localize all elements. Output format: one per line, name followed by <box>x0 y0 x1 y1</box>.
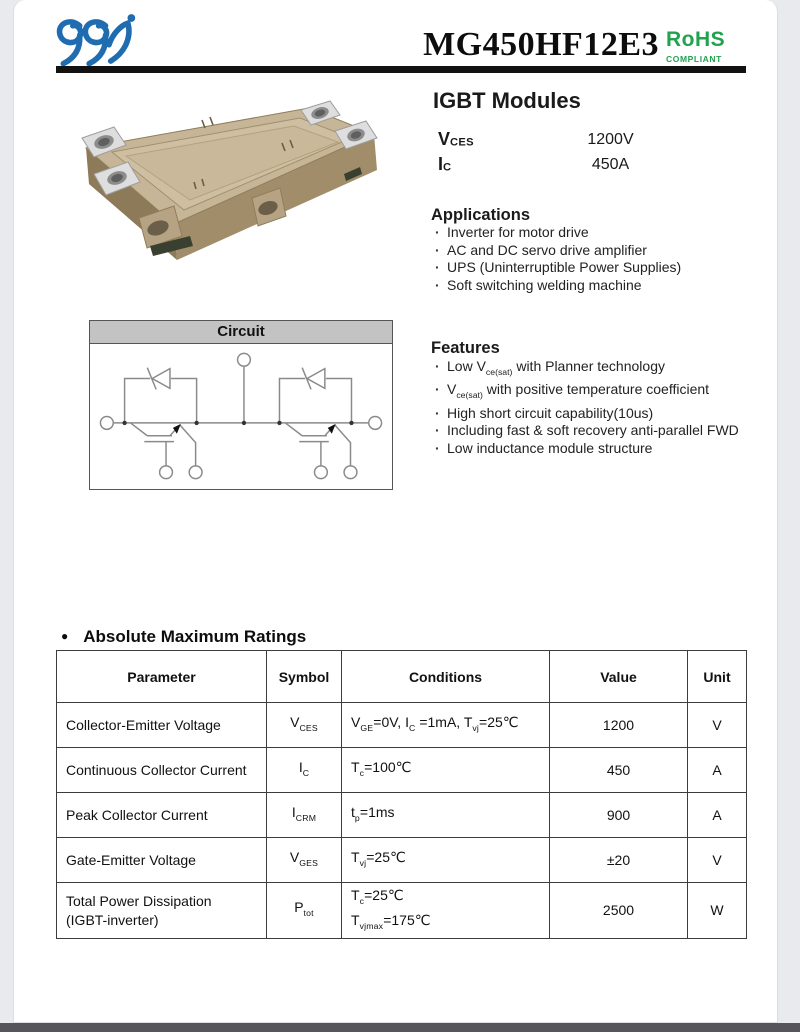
product-family-title: IGBT Modules <box>433 88 581 113</box>
application-item: · AC and DC servo drive amplifier <box>434 242 744 260</box>
cell-conditions: $T_c=100℃$ <box>342 748 550 793</box>
rohs-badge <box>666 29 750 69</box>
rohs-compliant-label: COMPLIANT <box>666 54 722 64</box>
cell-symbol: $P_{tot}$ <box>267 883 342 939</box>
cell-symbol: $V_{CES}$ <box>267 703 342 748</box>
col-header-parameter: Parameter <box>57 651 267 703</box>
datasheet-page <box>13 0 778 1023</box>
cell-value: 900 <box>550 793 688 838</box>
spec-value: 450A <box>591 155 630 173</box>
ratings-table <box>56 650 747 939</box>
cell-symbol: $I_C$ <box>267 748 342 793</box>
feature-item: · Including fast & soft recovery anti-parallel FWD <box>434 422 754 440</box>
cell-value: 450 <box>550 748 688 793</box>
feature-item: · Low inductance module structure <box>434 440 754 458</box>
col-header-unit: Unit <box>688 651 747 703</box>
cell-unit: A <box>688 793 747 838</box>
cell-conditions: $T_c=25℃$ $T_{vjmax}=175℃$ <box>342 883 550 939</box>
ratings-section-title: ● Absolute Maximum Ratings <box>61 627 306 647</box>
application-item: · Inverter for motor drive <box>434 224 744 242</box>
applications-title: Applications <box>431 206 531 224</box>
circuit-schematic <box>90 344 392 490</box>
cell-unit: A <box>688 748 747 793</box>
table-row <box>57 748 747 793</box>
circuit-title: Circuit <box>90 321 392 344</box>
cell-value: 1200 <box>550 703 688 748</box>
cell-conditions: $t_p=1ms$ <box>342 793 550 838</box>
cell-parameter: Collector-Emitter Voltage <box>57 703 267 748</box>
features-list <box>434 358 754 458</box>
key-spec-row <box>438 127 738 152</box>
applications-list <box>434 224 744 294</box>
application-item: · Soft switching welding machine <box>434 277 744 295</box>
brand-logo-icon <box>52 12 147 74</box>
table-row <box>57 838 747 883</box>
cell-unit: V <box>688 703 747 748</box>
cell-value: ±20 <box>550 838 688 883</box>
application-item: · UPS (Uninterruptible Power Supplies) <box>434 259 744 277</box>
spec-symbol: $V_{CES}$ <box>438 129 474 149</box>
spec-value: 1200V <box>587 130 634 148</box>
cell-unit: W <box>688 883 747 939</box>
table-header-row <box>57 651 747 703</box>
table-row <box>57 793 747 838</box>
cell-symbol: $I_{CRM}$ <box>267 793 342 838</box>
cell-parameter: Total Power Dissipation (IGBT-inverter) <box>57 883 267 939</box>
circuit-diagram-box <box>89 320 393 490</box>
cell-value: 2500 <box>550 883 688 939</box>
feature-item: · $V_{ce(sat)}$ with positive temperature coefficient <box>434 381 754 404</box>
cell-conditions: $V_{GE}=0V$, $I_C =1mA$, $T_{vj}=25℃$ <box>342 703 550 748</box>
part-number-title: MG450HF12E3 <box>423 26 659 63</box>
cell-symbol: $V_{GES}$ <box>267 838 342 883</box>
cell-parameter: Continuous Collector Current <box>57 748 267 793</box>
key-spec-row <box>438 152 738 177</box>
cell-conditions: $T_{vj}=25℃$ <box>342 838 550 883</box>
table-row <box>57 883 747 939</box>
key-spec-list <box>438 127 738 177</box>
cell-unit: V <box>688 838 747 883</box>
table-row <box>57 703 747 748</box>
features-title: Features <box>431 339 500 357</box>
viewer-bottom-bar <box>0 1023 800 1032</box>
col-header-conditions: Conditions <box>342 651 550 703</box>
feature-item: · Low $V_{ce(sat)}$ with Planner technology <box>434 358 754 381</box>
col-header-value: Value <box>550 651 688 703</box>
col-header-symbol: Symbol <box>267 651 342 703</box>
spec-symbol: $I_C$ <box>438 154 452 174</box>
product-photo <box>54 86 419 296</box>
header-rule <box>56 66 746 73</box>
cell-parameter: Peak Collector Current <box>57 793 267 838</box>
feature-item: · High short circuit capability(10us) <box>434 405 754 423</box>
rohs-label: RoHS <box>666 28 726 51</box>
cell-parameter: Gate-Emitter Voltage <box>57 838 267 883</box>
